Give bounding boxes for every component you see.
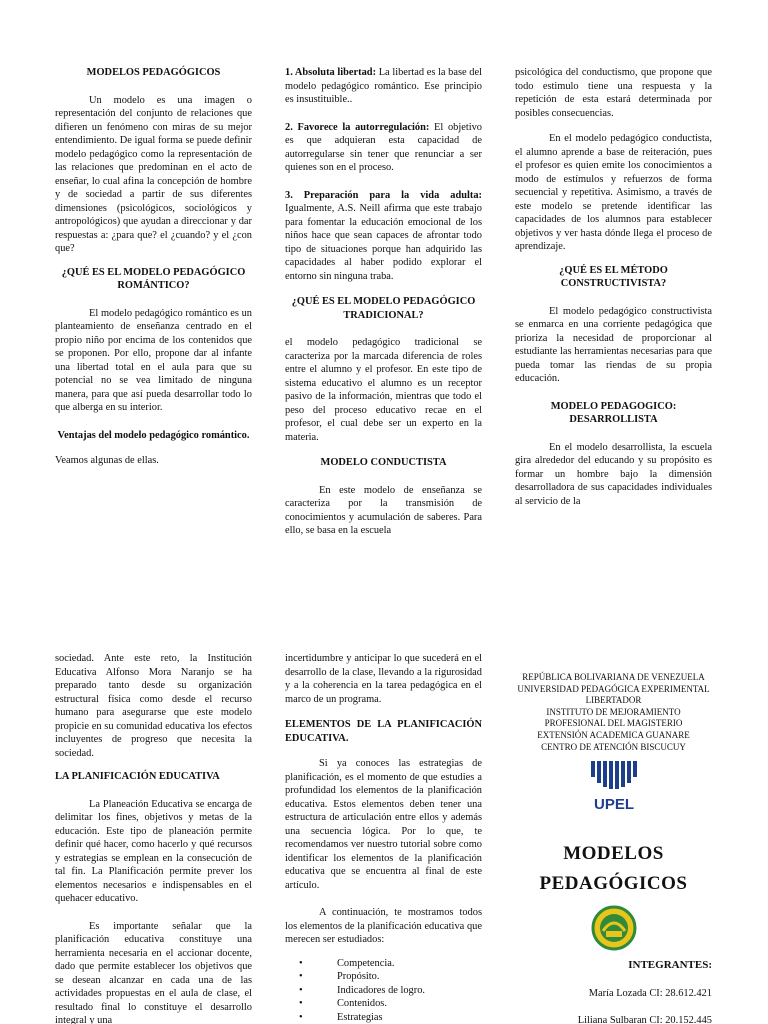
member-name: María Lozada CI: 28.612.421 — [588, 987, 712, 999]
paragraph: Es importante señalar que la planificación educativa constituye una herramienta necesaria en el accionar docente, dado que permite establecer los objetivos que se desean alcanzar en cada una de las actividades propuestas en el aula de clase, el resultado final lo constituye el desarrollo integral y una — [55, 920, 252, 1024]
institution-line: EXTENSIÓN ACADEMICA GUANARE — [537, 729, 690, 740]
column-top-middle — [285, 66, 482, 538]
section-heading: ¿QUÉ ES EL MODELO PEDAGÓGICO TRADICIONAL? — [291, 296, 476, 321]
paragraph: El modelo pedagógico constructivista se enmarca en una corriente pedagógica que prioriza la necesidad de proporcionar al estudiante las herramientas necesarias para que pueda tomar las riendas de su propia educación. — [515, 305, 712, 384]
column-top-left — [55, 66, 252, 468]
paragraph: Si ya conoces las estrategias de planificación, es el momento de que estudies a profundidad los elementos de la planificación educativa. Estos elementos deben tener una estructura de articulación entre ellos y además una secuencia lógica. Por lo que, te recomendamos ver nuestro tutorial sobre como identificar los elementos de la planificación educativa que se encuentra al final de este artículo. — [285, 758, 482, 891]
item-title: 3. Preparación para la vida adulta: — [285, 189, 482, 201]
paragraph: psicológica del conductismo, que propone que todo estimulo tiene una respuesta y la repetición de esta estará determinada por posibles consecuencias. — [515, 67, 712, 119]
paragraph: El modelo pedagógico romántico es un planteamiento de enseñanza centrado en el propio niño por encima de los contenidos que se proponen. Por ello, propone dar al infante una libertad total en el aula para que su potencial no se vea limitado de ninguna manera, para que así pueda desarrollar todo lo que alberga en su interior. — [55, 307, 252, 413]
paragraph: En este modelo de enseñanza se caracteriza por la transmisión de conocimientos y acumulación de saberes. Para ello, se basa en la escuela — [285, 484, 482, 536]
cover-panel — [515, 672, 712, 1024]
institution-block — [515, 672, 712, 753]
paragraph: incertidumbre y anticipar lo que sucederá en el desarrollo de la clase, llevando a la rigurosidad y a la coherencia en la tarea pedagógica en el marco de un programa. — [285, 653, 482, 705]
paragraph: A continuación, te mostramos todos los elementos de la planificación educativa que merecen ser estudiados: — [285, 907, 482, 945]
numbered-item — [285, 66, 482, 107]
item-title: 2. Favorece la autorregulación: — [285, 121, 430, 133]
cover-title-line: PEDAGÓGICOS — [539, 873, 688, 895]
institution-line: REPÚBLICA BOLIVARIANA DE VENEZUELA — [522, 672, 705, 682]
section-heading: LA PLANIFICACIÓN EDUCATIVA — [55, 771, 220, 782]
paragraph: En el modelo desarrollista, la escuela gira alrededor del educando y su propósito es formar un hombre bajo la dimensión desarrolladora de sus capacidades individuales al servicio de la — [515, 441, 712, 507]
members-label: INTEGRANTES: — [628, 959, 712, 972]
section-heading: MODELO CONDUCTISTA — [320, 457, 447, 468]
paragraph: sociedad. Ante este reto, la Institución Educativa Alfonso Mora Naranjo se ha preparado tanto desde su organización estructural física como desde el recurso humano para asegurarse que este modelo propicie en su comunidad educativa los efectos incluyentes de progreso que necesita la sociedad. — [55, 653, 252, 759]
section-heading: ELEMENTOS DE LA PLANIFICACIÓN EDUCATIVA. — [285, 719, 482, 744]
column-bottom-middle — [285, 652, 482, 1024]
paragraph: En el modelo pedagógico conductista, el alumno aprende a base de reiteración, pues el profesor es quien emite los conocimientos a modo de estímulos y refuerzos de forma secuencial y repetitiva. Asimismo, a través de este modelo se pretende identificar las capacidades de los alumnos para establecer objetivos y ver hasta dónde llega el proceso de aprendizaje. — [515, 133, 712, 252]
cover-title — [515, 839, 712, 899]
numbered-item — [285, 121, 482, 175]
list-item: • Indicadores de logro. — [285, 984, 482, 998]
section-heading: ¿QUÉ ES EL MODELO PEDAGÓGICO ROMÁNTICO? — [61, 266, 246, 291]
elements-list — [285, 957, 482, 1024]
list-item: • Contenidos. — [285, 997, 482, 1011]
item-text: La libertad es la base del modelo pedagógico romántico. Ese principio es insustituible.. — [285, 67, 482, 105]
list-item: • Competencia. — [285, 957, 482, 971]
section-heading: MODELOS PEDAGÓGICOS — [86, 67, 221, 78]
section-heading: ¿QUÉ ES EL MÉTODO CONSTRUCTIVISTA? — [559, 264, 668, 289]
list-item: • Estrategias — [285, 1011, 482, 1024]
list-item: • Propósito. — [285, 970, 482, 984]
institution-line: UNIVERSIDAD PEDAGÓGICA EXPERIMENTAL LIBERTADOR — [517, 683, 710, 706]
item-text: El objetivo es que adquieran esta capacidad de autorregularse sin tener que renunciar a ser quienes son en el proceso. — [285, 121, 482, 173]
subsection-heading: Ventajas del modelo pedagógico romántico. — [57, 429, 250, 441]
institution-line: INSTITUTO DE MEJORAMIENTO PROFESIONAL DEL MAGISTERIO — [544, 706, 683, 729]
item-title: 1. Absoluta libertad: — [285, 67, 377, 78]
upel-logo-text: UPEL — [593, 796, 634, 814]
column-top-right — [515, 66, 712, 508]
cover-title-line: MODELOS — [563, 843, 664, 865]
numbered-item — [285, 189, 482, 284]
paragraph: Veamos algunas de ellas. — [55, 455, 159, 466]
column-bottom-left — [55, 652, 252, 1024]
paragraph: el modelo pedagógico tradicional se caracteriza por la marcada diferencia de roles entre el alumno y el profesor. En este tipo de sistema educativo el alumno es un receptor pasivo de la información, mientras que todo el peso del proceso educativo recae en el profesor, el cual debe ser un experto en la materia. — [285, 337, 482, 443]
member-name: Liliana Sulbaran CI: 20.152.445 — [577, 1015, 712, 1024]
seal-logo — [591, 905, 637, 951]
item-text: Igualmente, A.S. Neill afirma que este trabajo para fomentar la educación emocional de los niños hace que sean capaces de afrontar todo tipo de situaciones porque han adquirido las capacidades al haber podido explorar el entorno sin ninguna traba. — [285, 203, 482, 282]
institution-line: CENTRO DE ATENCIÓN BISCUCUY — [541, 741, 686, 752]
upel-logo — [584, 759, 644, 815]
paragraph: Un modelo es una imagen o representación del conjunto de relaciones que difieren un fenómeno con miras de su mejor entendimiento. De igual forma se puede definir modelo pedagógico como la representación de las relaciones que predominan en el acto de enseñar, lo cual afina la concepción de hombre y de sociedad a partir de sus diferentes dimensiones (psicológicos, sociológicos y antropológicos) que ayudan a direccionar y dar respuestas a: ¿para que? el ¿cuando? y el ¿con que? — [55, 94, 252, 254]
paragraph: La Planeación Educativa se encarga de delimitar los fines, objetivos y metas de la educación. Este tipo de planeación permite definir qué hacer, como hacerlo y qué recursos y estrategias se emplean en la consecución de tal fin. La Planificación permite prever los elementos necesarios e indispensables en el quehacer educativo. — [55, 798, 252, 904]
section-heading: MODELO PEDAGOGICO: DESARROLLISTA — [550, 400, 677, 425]
